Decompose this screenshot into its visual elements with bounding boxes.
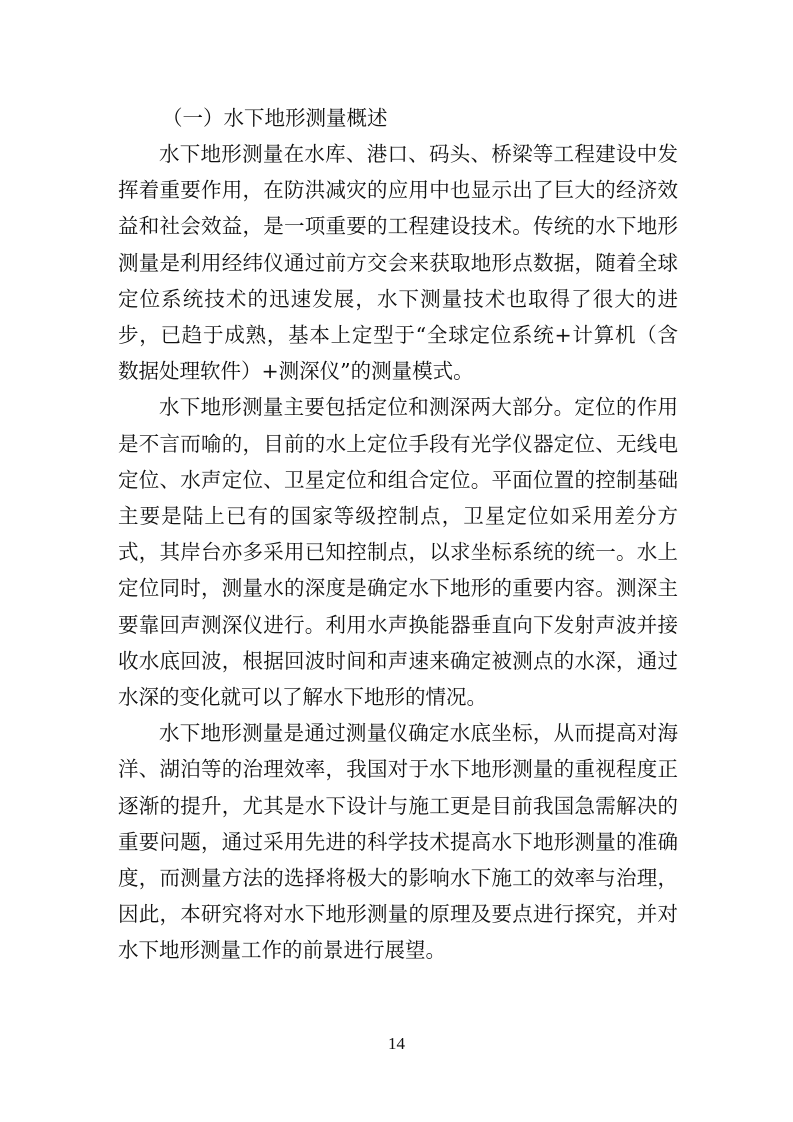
section-heading: （一）水下地形测量概述 — [162, 106, 388, 130]
paragraph-overview: 水下地形测量在水库、港口、码头、桥梁等工程建设中发挥着重要作用，在防洪减灾的应用中也显示出了巨大的经济效益和社会效益，是一项重要的工程建设技术。传统的水下地形测量是利用经纬仪通过前方交会来获取地形点数据，随着全球定位系统技术的迅速发展，水下测量技术也取得了很大的进步，已趋于成熟，基本上定型于“全球定位系统+计算机（含数据处理软件）+测深仪”的测量模式。 — [118, 142, 678, 384]
paragraph-positioning-sounding: 水下地形测量主要包括定位和测深两大部分。定位的作用是不言而喻的，目前的水上定位手段有光学仪器定位、无线电定位、水声定位、卫星定位和组合定位。平面位置的控制基础主要是陆上已有的国家等级控制点，卫星定位如采用差分方式，其岸台亦多采用已知控制点，以求坐标系统的统一。水上定位同时，测量水的深度是确定水下地形的重要内容。测深主要靠回声测深仪进行。利用水声换能器垂直向下发射声波并接收水底回波，根据回波时间和声速来确定被测点的水深，通过水深的变化就可以了解水下地形的情况。 — [118, 395, 678, 710]
page-number: 14 — [388, 1034, 405, 1053]
paragraph-significance: 水下地形测量是通过测量仪确定水底坐标，从而提高对海洋、湖泊等的治理效率，我国对于水下地形测量的重视程度正逐渐的提升，尤其是水下设计与施工更是目前我国急需解决的重要问题，通过采用先进的科学技术提高水下地形测量的准确度，而测量方法的选择将极大的影响水下施工的效率与治理，因此，本研究将对水下地形测量的原理及要点进行探究，并对水下地形测量工作的前景进行展望。 — [118, 721, 678, 963]
document-page — [118, 100, 678, 969]
